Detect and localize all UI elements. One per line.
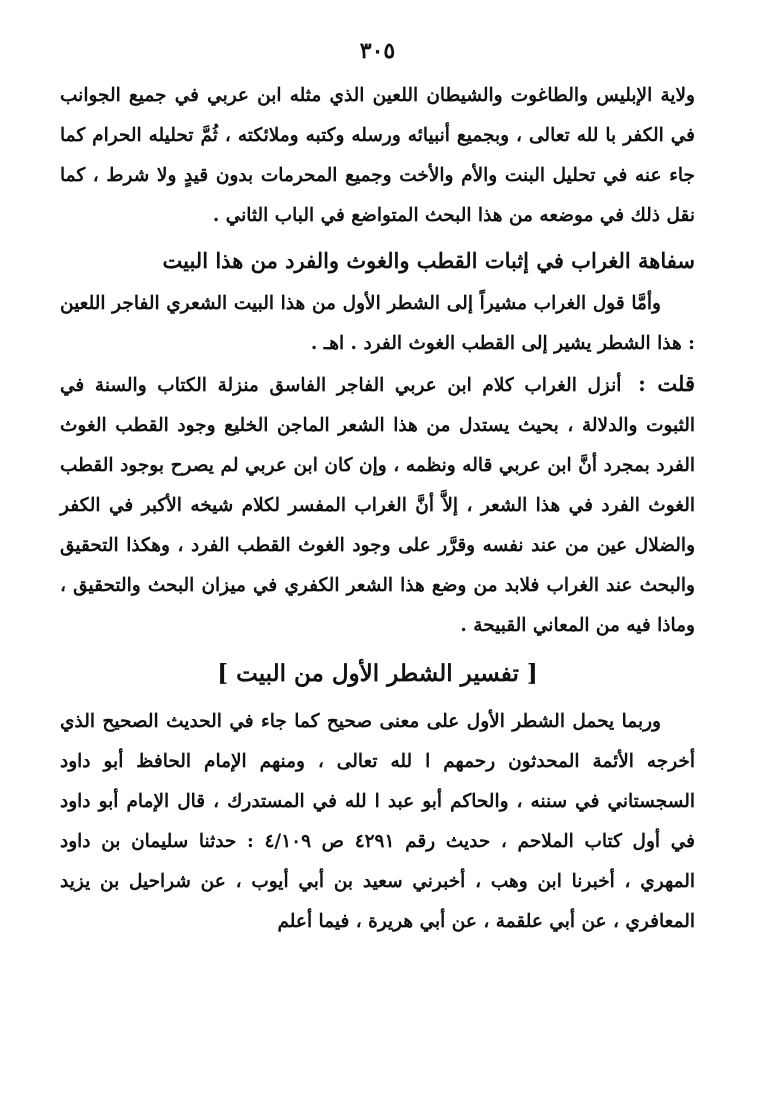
section-heading-2: [ تفسير الشطر الأول من البيت ] — [217, 660, 538, 687]
paragraph-4: وربما يحمل الشطر الأول على معنى صحيح كما جاء في الحديث الصحيح الذي أخرجه الأئمة المحدثون رحمهم ا لله تعالى ، ومنهم الإمام الحافظ أبو داود السجستاني في سننه ، والحاكم أبو عبد ا لله في المستدرك ، قال الإمام أبو داود في أول كتاب الملاحم ، حديث رقم ٤٢٩١ ص ٤/١٠٩ : حدثنا سليمان بن داود المهري ، أخبرنا ابن وهب ، أخبرني سعيد بن أبي أيوب ، عن شراحيل بن يزيد المعافري ، عن أبي علقمة ، عن أبي هريرة ، فيما أعلم — [60, 711, 695, 932]
page-number: ٣٠٥ — [359, 38, 396, 64]
paragraph-3 — [60, 364, 695, 646]
section-heading-1: سفاهة الغراب في إثبات القطب والغوث والفرد من هذا البيت — [162, 248, 695, 273]
paragraph-1: ولاية الإبليس والطاغوت والشيطان اللعين الذي مثله ابن عربي في جميع الجوانب في الكفر با لله تعالى ، وبجميع أنبيائه ورسله وكتبه وملائكته ، ثُمَّ تحليله الحرام كما جاء عنه في تحليل البنت والأم والأخت وجميع المحرمات بدون قيدٍ ولا شرط ، كما نقل ذلك في موضعه من هذا البحث المتواضع في الباب الثاني . — [60, 85, 695, 226]
paragraph-2: وأمَّا قول الغراب مشيراً إلى الشطر الأول من هذا البيت الشعري الفاجر اللعين : هذا الشطر يشير إلى القطب الغوث الفرد . اهـ . — [60, 293, 695, 354]
qult-label: قلت : — [638, 371, 695, 396]
paragraph-3-text: أنزل الغراب كلام ابن عربي الفاجر الفاسق منزلة الكتاب والسنة في الثبوت والدلالة ، بحيث يستدل من هذا الشعر الماجن الخليع وجود القطب الغوث الفرد بمجرد أنَّ ابن عربي قاله ونظمه ، وإن كان ابن عربي لم يصرح بوجود القطب الغوث الفرد في هذا الشعر ، إلاَّ أنَّ الغراب المفسر لكلام شيخه الأكبر في الكفر والضلال عين من عند نفسه وقرَّر على وجود الغوث القطب الفرد ، وهكذا التحقيق والبحث عند الغراب فلابد من وضع هذا الشعر الكفري في ميزان البحث والتحقيق ، وماذا فيه من المعاني القبيحة . — [60, 375, 695, 636]
